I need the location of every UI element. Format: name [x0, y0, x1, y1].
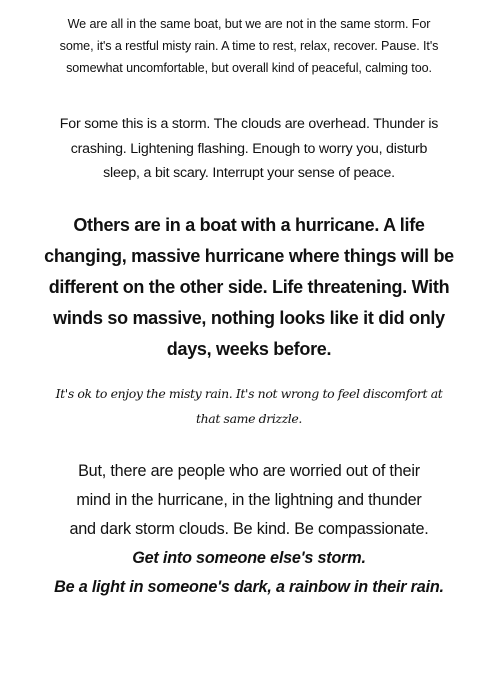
- paragraph-hurricane: [18, 210, 480, 365]
- paragraph-misty-rain: [18, 381, 480, 431]
- text-line: some, it's a restful misty rain. A time to rest, relax, recover. Pause. It's: [59, 39, 439, 53]
- text-line: sleep, a bit scary. Interrupt your sense of peace.: [103, 165, 395, 181]
- text-line: different on the other side. Life threatening. With: [48, 277, 450, 297]
- text-line: It's ok to enjoy the misty rain. It's not wrong to feel discomfort at: [55, 386, 443, 401]
- emphasis-line: Be a light in someone's dark, a rainbow in their rain.: [54, 578, 444, 596]
- paragraph-be-kind: [18, 457, 480, 602]
- text-line: and dark storm clouds. Be kind. Be compassionate.: [69, 520, 429, 538]
- text-line: We are all in the same boat, but we are not in the same storm. For: [67, 17, 431, 31]
- text-line: that same drizzle.: [196, 411, 302, 426]
- paragraph-same-boat: [18, 13, 480, 79]
- text-line: crashing. Lightening flashing. Enough to worry you, disturb: [70, 140, 428, 157]
- text-line: somewhat uncomfortable, but overall kind of peaceful, calming too.: [66, 61, 432, 75]
- text-line: Others are in a boat with a hurricane. A life: [73, 215, 425, 235]
- text-line: winds so massive, nothing looks like it did only: [53, 308, 445, 328]
- text-line: But, there are people who are worried out of their: [78, 462, 420, 480]
- paragraph-storm: [18, 112, 480, 186]
- text-line: days, weeks before.: [166, 339, 332, 359]
- text-line: changing, massive hurricane where things will be: [44, 246, 454, 266]
- text-line: mind in the hurricane, in the lightning and thunder: [76, 491, 422, 509]
- text-line: For some this is a storm. The clouds are overhead. Thunder is: [59, 116, 439, 132]
- emphasis-line: Get into someone else's storm.: [132, 549, 366, 567]
